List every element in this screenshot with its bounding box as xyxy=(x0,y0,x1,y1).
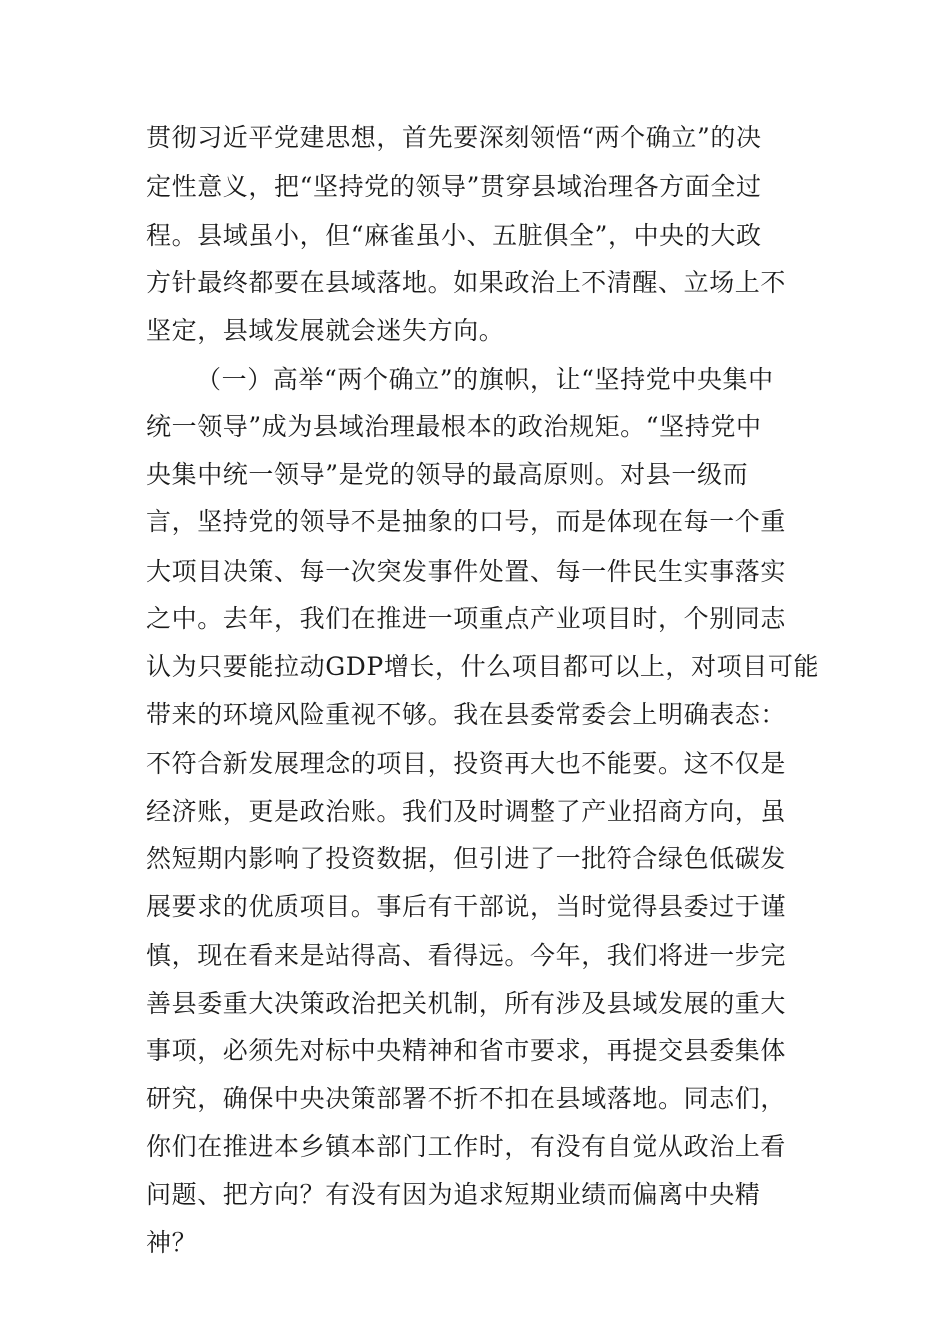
text-line: 贯彻习近平党建思想，首先要深刻领悟“两个确立”的决 xyxy=(146,123,762,152)
text-line: 经济账，更是政治账。我们及时调整了产业招商方向，虽 xyxy=(146,797,787,826)
text-line: 之中。去年，我们在推进一项重点产业项目时，个别同志 xyxy=(146,604,787,633)
text-line: 言，坚持党的领导不是抽象的口号，而是体现在每一个重 xyxy=(146,507,787,536)
text-line: 问题、把方向？有没有因为追求短期业绩而偏离中央精 xyxy=(146,1180,761,1209)
text-line: 不符合新发展理念的项目，投资再大也不能要。这不仅是 xyxy=(146,749,787,778)
text-line: 坚定，县域发展就会迷失方向。 xyxy=(146,316,505,345)
text-line: 央集中统一领导”是党的领导的最高原则。对县一级而 xyxy=(146,460,749,489)
text-line: 展要求的优质项目。事后有干部说，当时觉得县委过于谨 xyxy=(146,892,787,921)
text-line: 善县委重大决策政治把关机制，所有涉及县域发展的重大 xyxy=(146,989,787,1018)
text-line: 带来的环境风险重视不够。我在县委常委会上明确表态： xyxy=(146,700,787,729)
text-line: 认为只要能拉动GDP增长，什么项目都可以上，对项目可能 xyxy=(146,652,820,681)
paragraph-heading-line: （一）高举“两个确立”的旗帜，让“坚持党中央集中 xyxy=(196,365,774,394)
text-line: 你们在推进本乡镇本部门工作时，有没有自觉从政治上看 xyxy=(146,1132,787,1161)
text-line: 研究，确保中央决策部署不折不扣在县域落地。同志们， xyxy=(146,1084,787,1113)
text-line: 然短期内影响了投资数据，但引进了一批符合绿色低碳发 xyxy=(146,844,787,873)
text-line: 程。县域虽小，但“麻雀虽小、五脏俱全”，中央的大政 xyxy=(146,221,762,250)
text-line: 慎，现在看来是站得高、看得远。今年，我们将进一步完 xyxy=(146,941,787,970)
text-line: 统一领导”成为县域治理最根本的政治规矩。“坚持党中 xyxy=(146,412,762,441)
text-line: 方针最终都要在县域落地。如果政治上不清醒、立场上不 xyxy=(146,268,787,297)
text-line: 定性意义，把“坚持党的领导”贯穿县域治理各方面全过 xyxy=(146,172,762,201)
text-line: 事项，必须先对标中央精神和省市要求，再提交县委集体 xyxy=(146,1036,787,1065)
text-line: 神？ xyxy=(146,1228,198,1257)
text-line: 大项目决策、每一次突发事件处置、每一件民生实事落实 xyxy=(146,557,787,586)
